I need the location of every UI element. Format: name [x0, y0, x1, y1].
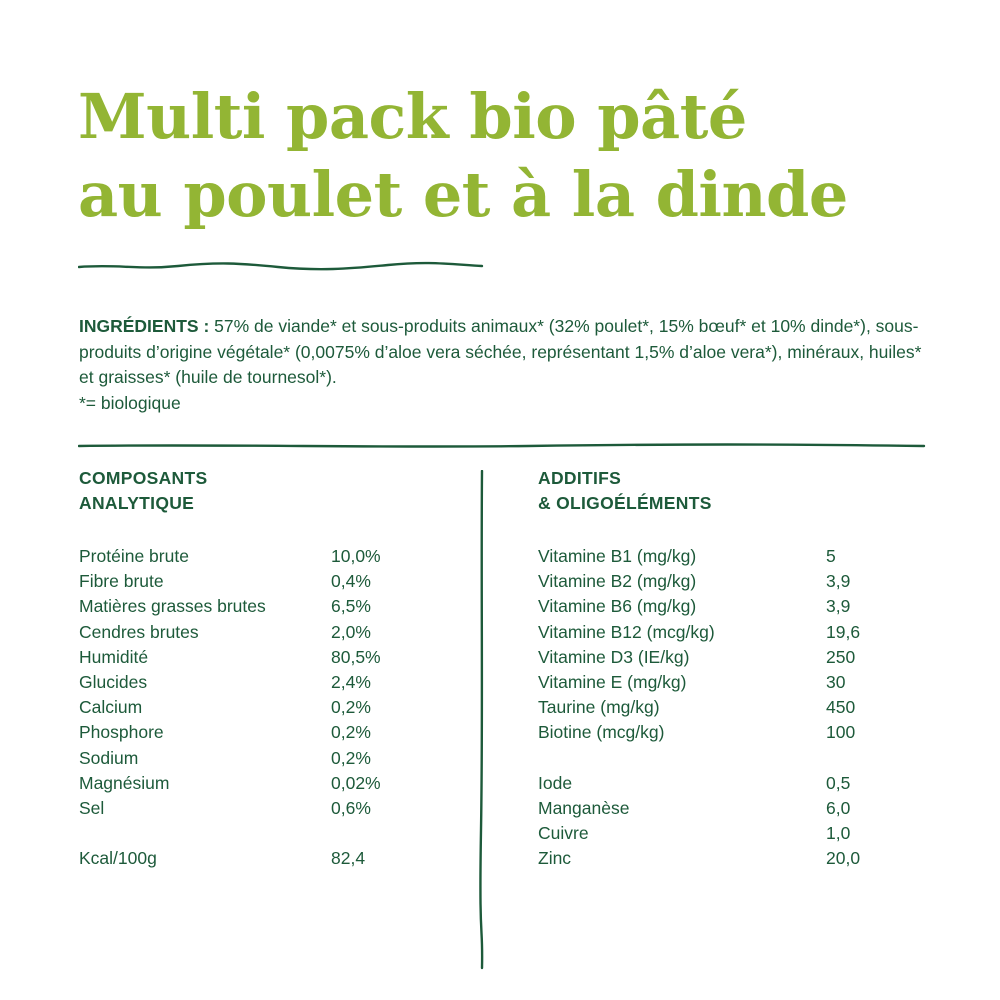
- row-name: Vitamine B12 (mcg/kg): [538, 621, 715, 642]
- row-name: Biotine (mcg/kg): [538, 722, 665, 743]
- row-value: 5: [826, 546, 836, 566]
- vitamin-row: [538, 569, 938, 594]
- row-value: 450: [826, 697, 856, 718]
- row-name: Cendres brutes: [79, 621, 199, 642]
- row-value: 250: [826, 646, 856, 667]
- row-name: Vitamine D3 (IE/kg): [538, 646, 690, 667]
- row-name: Phosphore: [79, 722, 164, 743]
- analytic-row: [79, 620, 459, 645]
- row-value: 0,5: [826, 772, 851, 793]
- ingredients-block: [79, 314, 939, 416]
- row-name: Taurine (mg/kg): [538, 697, 660, 718]
- row-value: 2,4%: [331, 671, 371, 692]
- row-name: Zinc: [538, 848, 572, 869]
- additives-heading-line-1: ADDITIFS: [538, 468, 622, 488]
- trace-element-row: [538, 796, 938, 821]
- analytic-heading-line-1: COMPOSANTS: [79, 468, 208, 488]
- row-name: Kcal/100g: [79, 848, 157, 869]
- title-line-2: au poulet et à la dinde: [78, 158, 848, 231]
- row-value: 0,4%: [331, 571, 371, 592]
- wavy-divider: [78, 258, 488, 276]
- row-name: Protéine brute: [79, 546, 189, 566]
- analytic-row: [79, 771, 459, 796]
- trace-element-row: [538, 846, 938, 871]
- analytic-row: [79, 695, 459, 720]
- title-line-1: Multi pack bio pâté: [78, 80, 747, 153]
- analytic-heading-line-2: ANALYTIQUE: [79, 493, 195, 513]
- row-value: 20,0: [826, 848, 861, 869]
- vitamin-row: [538, 645, 938, 670]
- analytic-row: [79, 569, 459, 594]
- row-value: 0,2%: [331, 747, 371, 768]
- row-name: Manganèse: [538, 797, 630, 818]
- row-name: Glucides: [79, 671, 148, 692]
- section-divider: [78, 440, 928, 452]
- row-spacer: [538, 746, 938, 771]
- row-value: 0,2%: [331, 722, 371, 743]
- row-value: 82,4: [331, 848, 366, 869]
- row-value: 0,02%: [331, 772, 381, 793]
- row-value: 6,5%: [331, 596, 371, 617]
- ingredients-footnote: *= biologique: [79, 392, 181, 413]
- vitamin-row: [538, 670, 938, 695]
- analytic-row: [79, 796, 459, 821]
- row-name: Vitamine B1 (mg/kg): [538, 546, 697, 566]
- additives-heading-line-2: & OLIGOÉLÉMENTS: [538, 493, 712, 513]
- row-name: Vitamine B6 (mg/kg): [538, 596, 697, 617]
- row-name: Cuivre: [538, 823, 589, 844]
- analytic-row: [79, 720, 459, 745]
- analytic-row: [79, 594, 459, 619]
- row-name: Sodium: [79, 747, 139, 768]
- row-value: 6,0: [826, 797, 851, 818]
- row-name: Sel: [79, 797, 105, 818]
- row-name: Humidité: [79, 646, 149, 667]
- trace-element-row: [538, 821, 938, 846]
- row-value: 1,0: [826, 823, 851, 844]
- column-divider: [476, 470, 488, 970]
- trace-element-row: [538, 771, 938, 796]
- row-value: 10,0%: [331, 546, 381, 566]
- analytic-row: [79, 670, 459, 695]
- row-value: 2,0%: [331, 621, 371, 642]
- analytic-row: [79, 645, 459, 670]
- vitamin-row: [538, 620, 938, 645]
- analytic-row: [79, 544, 459, 569]
- row-value: 80,5%: [331, 646, 381, 667]
- row-name: Calcium: [79, 697, 143, 718]
- analytic-components-section: [79, 466, 459, 871]
- additives-list: [538, 544, 938, 871]
- row-value: 3,9: [826, 571, 851, 592]
- analytic-list: [79, 544, 459, 871]
- row-value: 100: [826, 722, 856, 743]
- additives-section: [538, 466, 938, 871]
- additives-heading: [538, 466, 938, 516]
- vitamin-row: [538, 594, 938, 619]
- analytic-heading: [79, 466, 459, 516]
- row-name: Matières grasses brutes: [79, 596, 266, 617]
- analytic-row: [79, 746, 459, 771]
- row-value: 30: [826, 671, 846, 692]
- page-title: [78, 78, 938, 234]
- row-spacer: [79, 821, 459, 846]
- row-name: Iode: [538, 772, 573, 793]
- vitamin-row: [538, 695, 938, 720]
- ingredients-text: 57% de viande* et sous-produits animaux* (32% poulet*, 15% bœuf* et 10% dinde*), sous-produits d’origine végétale* (0,0075% d’aloe vera séchée, représentant 1,5% d’aloe vera*), minéraux, huiles* et graisses* (huile de tournesol*).: [79, 316, 922, 387]
- row-value: 0,6%: [331, 797, 371, 818]
- row-name: Vitamine E (mg/kg): [538, 671, 687, 692]
- vitamin-row: [538, 544, 938, 569]
- ingredients-label: INGRÉDIENTS :: [79, 316, 210, 336]
- vitamin-row: [538, 720, 938, 745]
- energy-row: [79, 846, 459, 871]
- row-value: 3,9: [826, 596, 851, 617]
- row-name: Vitamine B2 (mg/kg): [538, 571, 697, 592]
- row-name: Magnésium: [79, 772, 170, 793]
- row-value: 0,2%: [331, 697, 371, 718]
- row-name: Fibre brute: [79, 571, 164, 592]
- row-value: 19,6: [826, 621, 861, 642]
